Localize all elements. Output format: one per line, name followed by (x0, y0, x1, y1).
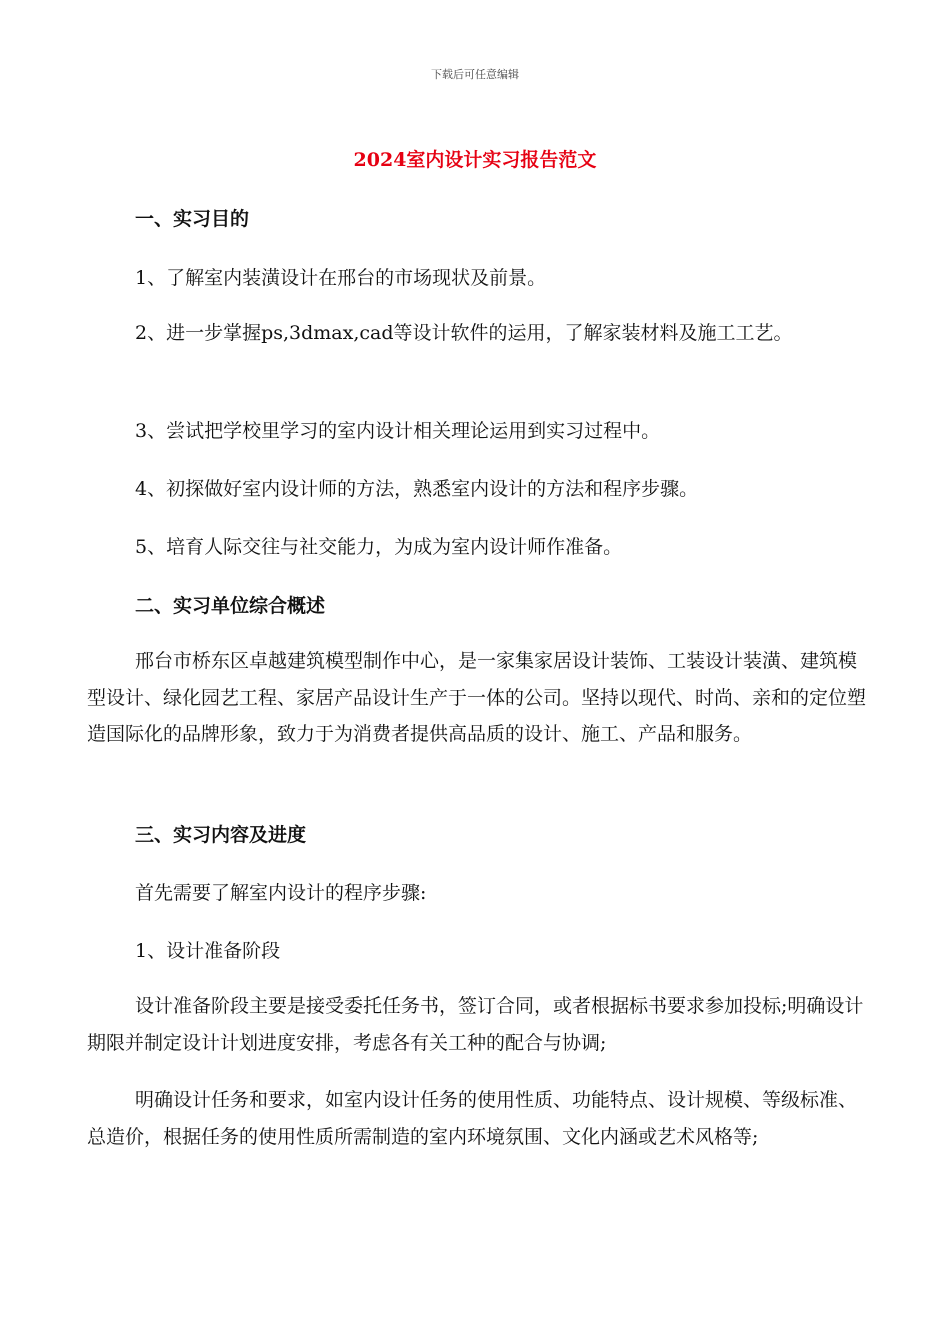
step-heading: 1、设计准备阶段 (135, 940, 281, 962)
list-item: 4、初探做好室内设计师的方法，熟悉室内设计的方法和程序步骤。 (135, 478, 699, 500)
document-title: 2024室内设计实习报告范文 (353, 149, 597, 171)
list-item: 5、培育人际交往与社交能力，为成为室内设计师作准备。 (135, 536, 623, 558)
paragraph: 明确设计任务和要求，如室内设计任务的使用性质、功能特点、设计规模、等级标准、总造价，根据任务的使用性质所需制造的室内环境氛围、文化内涵或艺术风格等; (87, 1089, 858, 1148)
section-heading-company: 二、实习单位综合概述 (135, 595, 326, 617)
list-item: 2、进一步掌握ps,3dmax,cad等设计软件的运用，了解家装材料及施工工艺。 (135, 322, 793, 344)
company-paragraph: 邢台市桥东区卓越建筑模型制作中心，是一家集家居设计装饰、工装设计装潢、建筑模型设计、绿化园艺工程、家居产品设计生产于一体的公司。坚持以现代、时尚、亲和的定位塑造国际化的品牌形象，致力于为消费者提供高品质的设计、施工、产品和服务。 (87, 650, 867, 745)
header-note: 下载后可任意编辑 (431, 68, 519, 81)
list-item: 1、了解室内装潢设计在邢台的市场现状及前景。 (135, 267, 547, 289)
intro-line: 首先需要了解室内设计的程序步骤: (135, 882, 427, 904)
section-heading-content: 三、实习内容及进度 (135, 824, 307, 846)
list-item: 3、尝试把学校里学习的室内设计相关理论运用到实习过程中。 (135, 420, 661, 442)
section-heading-purpose: 一、实习目的 (135, 208, 250, 230)
paragraph: 设计准备阶段主要是接受委托任务书，签订合同，或者根据标书要求参加投标;明确设计期限并制定设计计划进度安排，考虑各有关工种的配合与协调; (87, 995, 864, 1054)
